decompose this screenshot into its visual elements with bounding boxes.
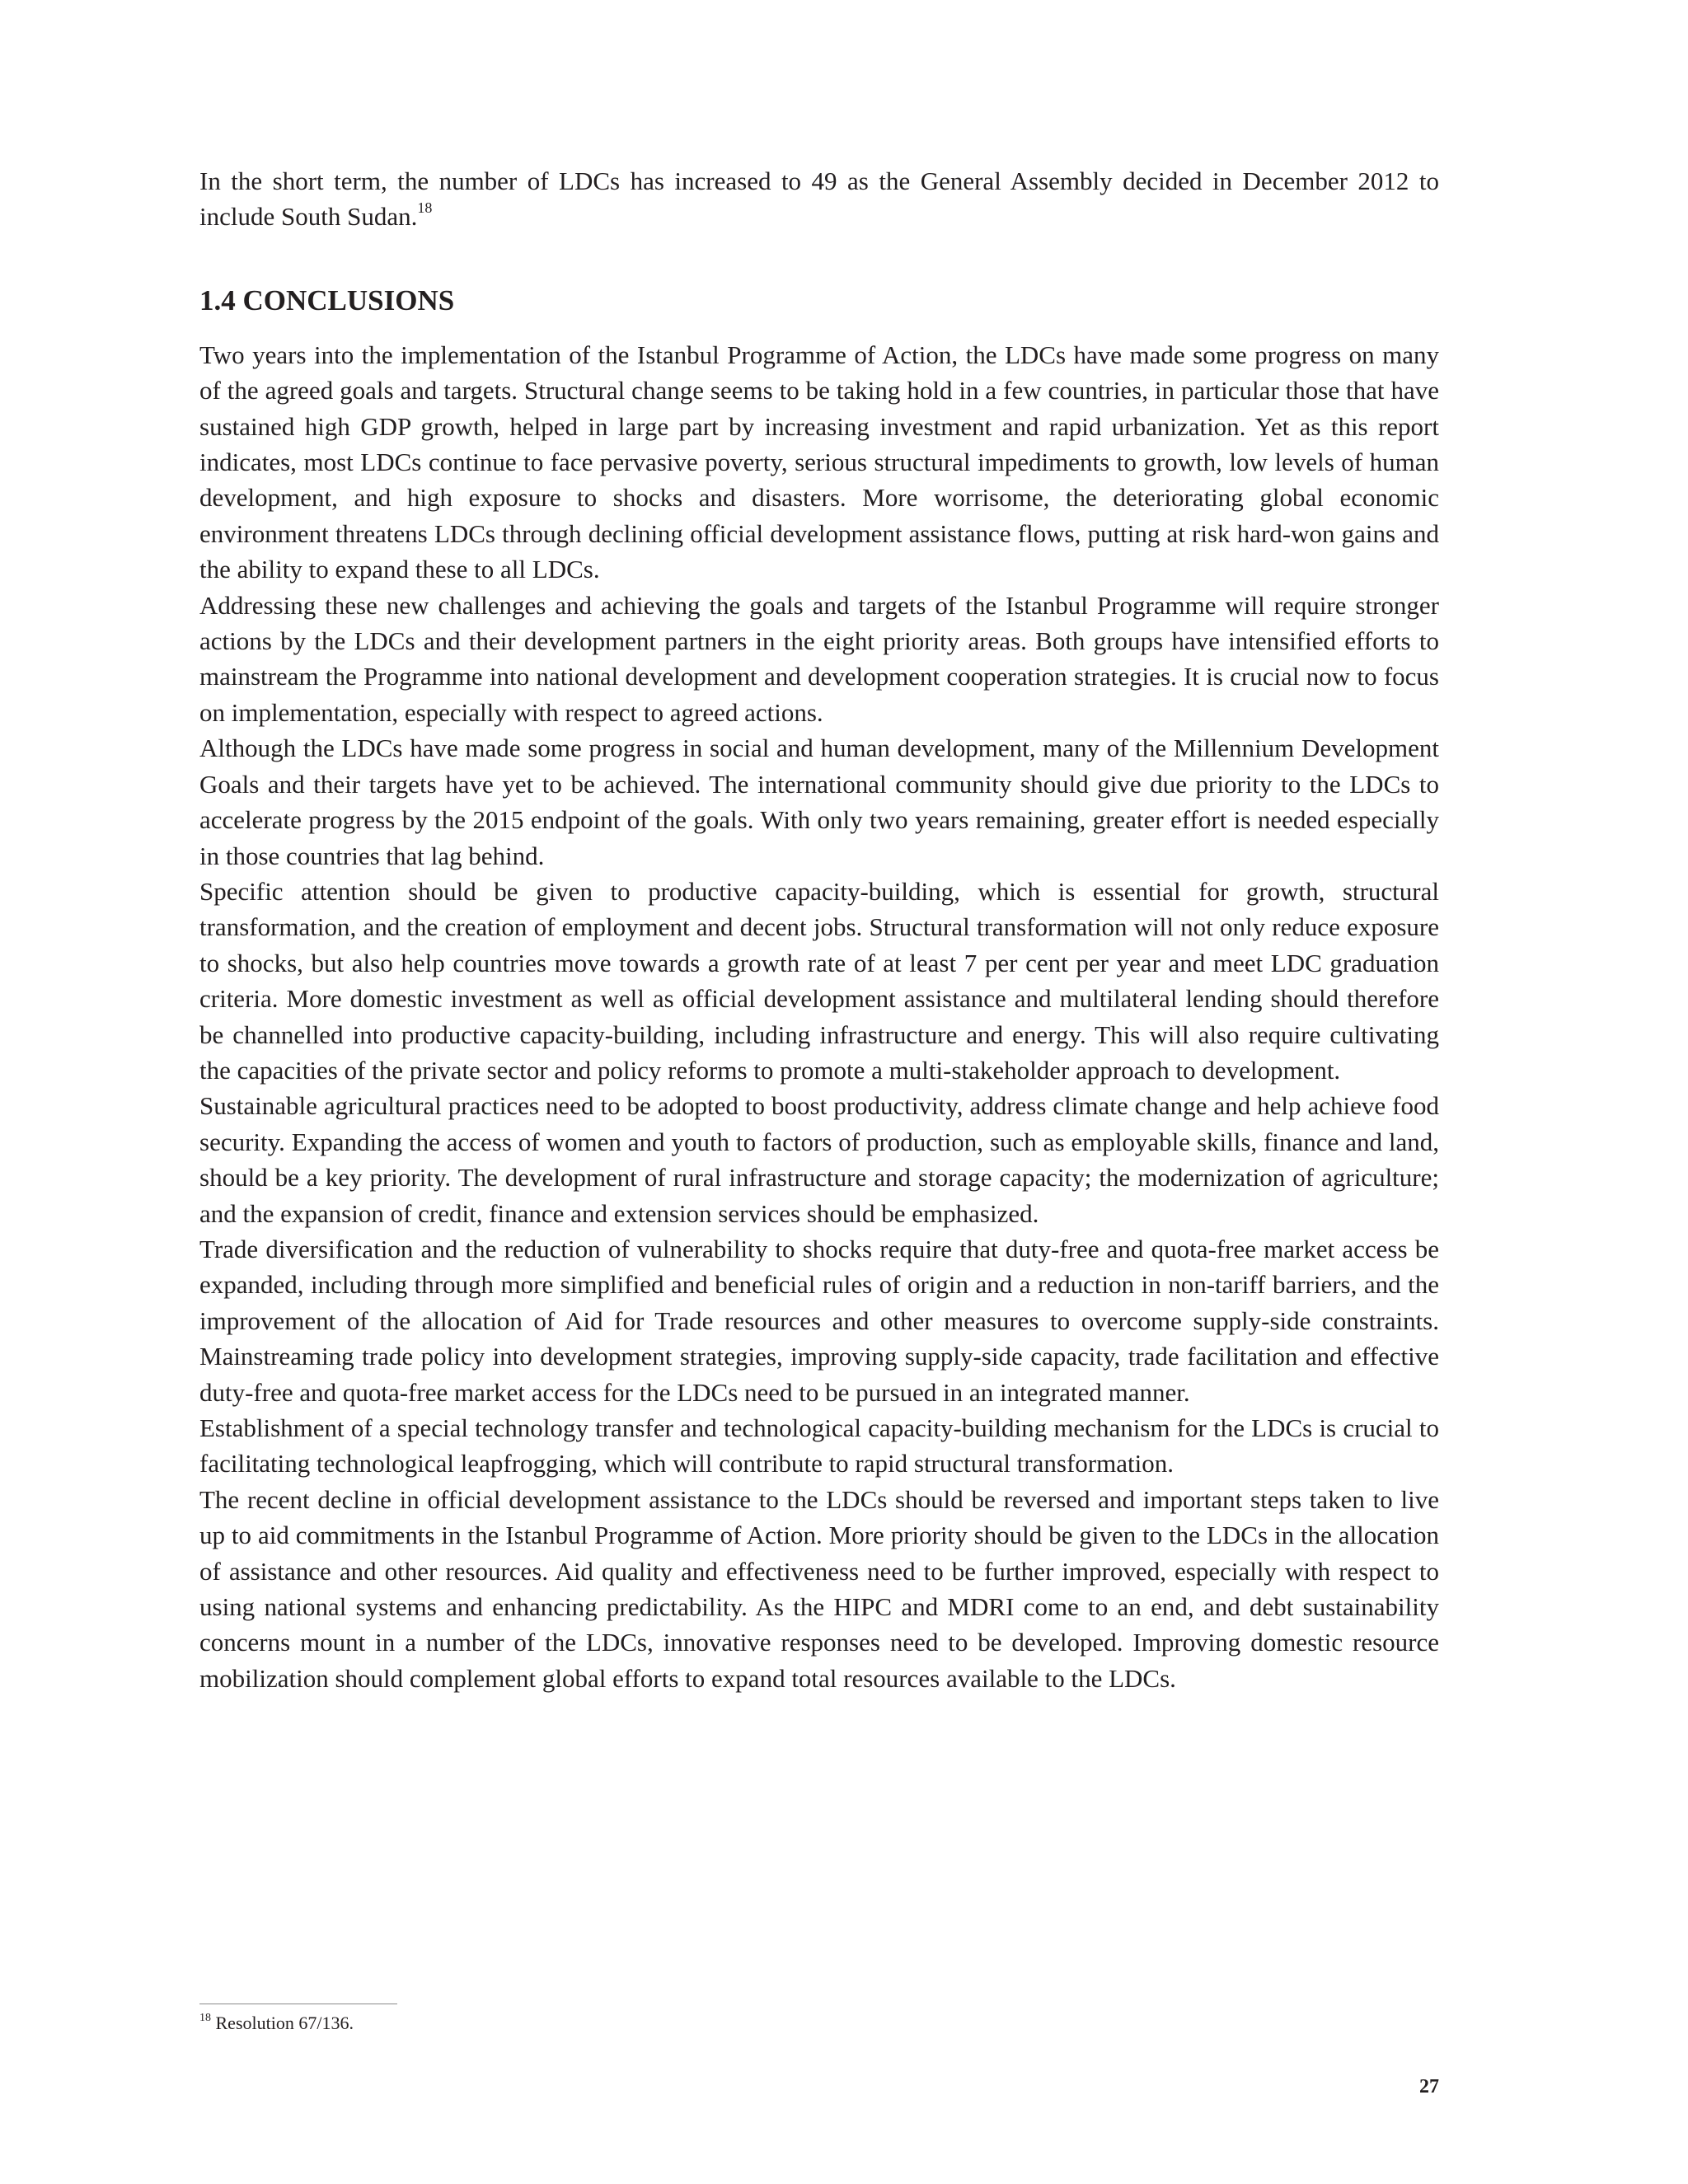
footnote-number: 18 [199, 2011, 211, 2024]
page-body [199, 163, 1439, 1696]
paragraph-4: Specific attention should be given to productive capacity-building, which is essential for growth, structural transformation, and the creation of employment and decent jobs. Structural transformation will not only reduce exposure to shocks, but also help countries move towards a growth rate of at least 7 per cent per year and meet LDC graduation criteria. More domestic investment as well as official development assistance and multilateral lending should therefore be channelled into productive capacity-building, including infrastructure and energy. This will also require cultivating the capacities of the private sector and policy reforms to promote a multi-stakeholder approach to development. [199, 876, 1439, 1085]
intro-paragraph [199, 163, 1439, 235]
paragraph-2: Addressing these new challenges and achieving the goals and targets of the Istanbul Programme will require stronger actions by the LDCs and their development partners in the eight priority areas. Both groups have intensified efforts to mainstream the Programme into national development and development cooperation strategies. It is crucial now to focus on implementation, especially with respect to agreed actions. [199, 590, 1439, 727]
paragraph-1: Two years into the implementation of the Istanbul Programme of Action, the LDCs have made some progress on many of the agreed goals and targets. Structural change seems to be taking hold in a few countries, in particular those that have sustained high GDP growth, helped in large part by increasing investment and rapid urbanization. Yet as this report indicates, most LDCs continue to face pervasive poverty, serious structural impediments to growth, low levels of human development, and high exposure to shocks and disasters. More worrisome, the deteriorating global economic environment threatens LDCs through declining official development assistance flows, putting at risk hard-won gains and the ability to expand these to all LDCs. [199, 340, 1439, 584]
paragraph-3: Although the LDCs have made some progress in social and human development, many of the Millennium Development Goals and their targets have yet to be achieved. The international community should give due priority to the LDCs to accelerate progress by the 2015 endpoint of the goals. With only two years remaining, greater effort is needed especially in those countries that lag behind. [199, 733, 1439, 870]
page-number: 27 [1419, 2076, 1439, 2097]
footnote [199, 2012, 354, 2035]
intro-text: In the short term, the number of LDCs has increased to 49 as the General Assembly decided in December 2012 to include South Sudan. [199, 166, 1439, 232]
paragraph-6: Trade diversification and the reduction of vulnerability to shocks require that duty-free and quota-free market access be expanded, including through more simplified and beneficial rules of origin and a reduction in non-tariff barriers, and the improvement of the allocation of Aid for Trade resources and other measures to overcome supply-side constraints. Mainstreaming trade policy into development strategies, improving supply-side capacity, trade facilitation and effective duty-free and quota-free market access for the LDCs need to be pursued in an integrated manner. [199, 1234, 1439, 1407]
section-heading: 1.4 CONCLUSIONS [199, 284, 455, 316]
paragraph-5: Sustainable agricultural practices need to be adopted to boost productivity, address climate change and help achieve food security. Expanding the access of women and youth to factors of production, such as employable skills, finance and land, should be a key priority. The development of rural infrastructure and storage capacity; the modernization of agriculture; and the expansion of credit, finance and extension services should be emphasized. [199, 1091, 1439, 1228]
footnote-text: Resolution 67/136. [215, 2013, 354, 2033]
paragraph-8: The recent decline in official development assistance to the LDCs should be reversed and important steps taken to live up to aid commitments in the Istanbul Programme of Action. More priority should be given to the LDCs in the allocation of assistance and other resources. Aid quality and effectiveness need to be further improved, especially with respect to using national systems and enhancing predictability. As the HIPC and MDRI come to an end, and debt sustainability concerns mount in a number of the LDCs, innovative responses need to be developed. Improving domestic resource mobilization should complement global efforts to expand total resources available to the LDCs. [199, 1484, 1439, 1693]
footnote-reference[interactable]: 18 [417, 199, 433, 217]
paragraph-7: Establishment of a special technology transfer and technological capacity-building mechanism for the LDCs is crucial to facilitating technological leapfrogging, which will contribute to rapid structural transformation. [199, 1413, 1439, 1479]
